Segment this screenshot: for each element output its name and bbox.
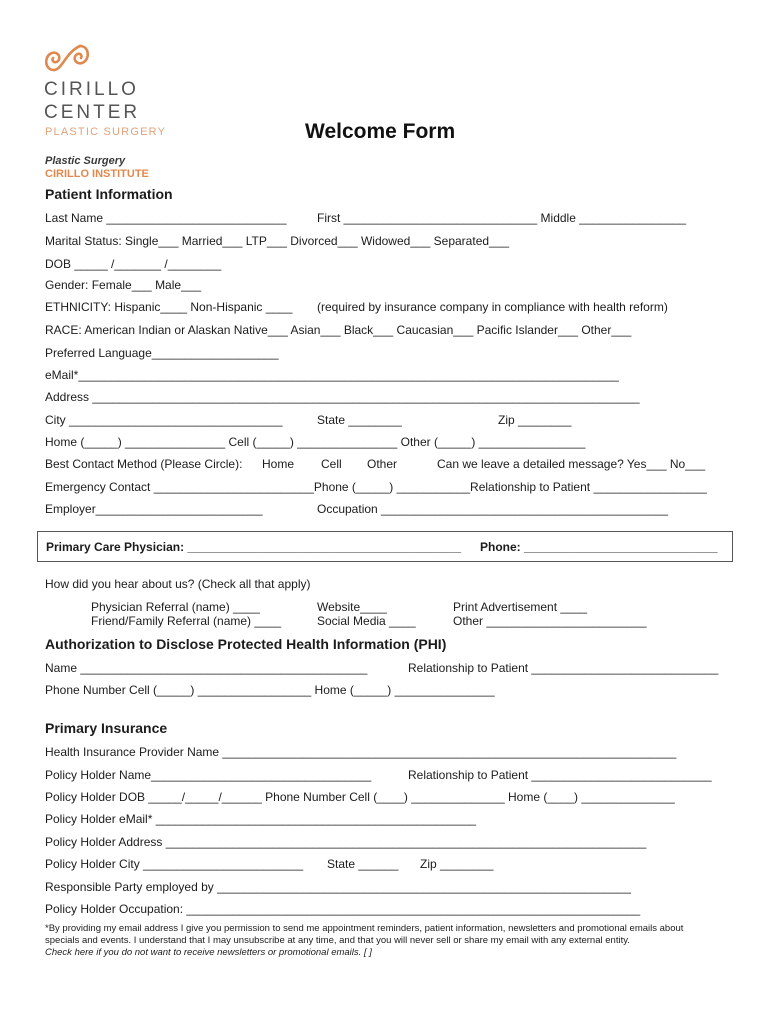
last-name-field[interactable]: Last Name ___________________________ — [45, 211, 287, 225]
cirillo-spiral-logo-icon — [42, 42, 92, 74]
policy-holder-dob-phone-field[interactable]: Policy Holder DOB _____/_____/______ Phone Number Cell (____) ______________ Home (____) ______________ — [45, 790, 675, 804]
section-patient-information: Patient Information — [45, 186, 173, 202]
emergency-contact-field[interactable]: Emergency Contact ________________________Phone (_____) ___________Relationship to Patient _________________ — [45, 480, 707, 494]
address-field[interactable]: Address __________________________________________________________________________________ — [45, 390, 640, 404]
employer-field[interactable]: Employer_________________________ — [45, 502, 263, 516]
city-field[interactable]: City ________________________________ — [45, 413, 283, 427]
primary-care-physician-field[interactable]: Primary Care Physician: _________________________________________ — [46, 540, 462, 554]
ethnicity-field[interactable]: ETHNICITY: Hispanic____ Non-Hispanic ____ — [45, 300, 293, 314]
policy-holder-occupation-field[interactable]: Policy Holder Occupation: ____________________________________________________________________ — [45, 902, 641, 916]
logo-text-cirillo: CIRILLO — [44, 79, 139, 100]
phi-phone-field[interactable]: Phone Number Cell (_____) _________________ Home (_____) _______________ — [45, 683, 495, 697]
brand-sub-plastic-surgery: Plastic Surgery — [45, 155, 126, 167]
referral-other-option[interactable]: Other ________________________ — [453, 614, 647, 628]
phi-name-field[interactable]: Name ___________________________________________ — [45, 661, 368, 675]
logo-text-plastic-surgery: PLASTIC SURGERY — [45, 126, 167, 138]
contact-option-other[interactable]: Other — [367, 457, 398, 471]
occupation-field[interactable]: Occupation ___________________________________________ — [317, 502, 669, 516]
ethnicity-note: (required by insurance company in compliance with health reform) — [317, 300, 668, 314]
page-title: Welcome Form — [305, 120, 456, 143]
dob-field[interactable]: DOB _____ /_______ /________ — [45, 257, 222, 271]
referral-friend-option[interactable]: Friend/Family Referral (name) ____ — [91, 614, 282, 628]
policy-holder-name-field[interactable]: Policy Holder Name_________________________________ — [45, 768, 372, 782]
policy-holder-zip-field[interactable]: Zip ________ — [420, 857, 494, 871]
policy-holder-relationship-field[interactable]: Relationship to Patient ___________________________ — [408, 768, 712, 782]
referral-physician-option[interactable]: Physician Referral (name) ____ — [91, 600, 260, 614]
contact-option-cell[interactable]: Cell — [321, 457, 342, 471]
gender-field[interactable]: Gender: Female___ Male___ — [45, 278, 202, 292]
brand-sub-cirillo-institute: CIRILLO INSTITUTE — [45, 168, 149, 180]
race-field[interactable]: RACE: American Indian or Alaskan Native___ Asian___ Black___ Caucasian___ Pacific Islander___ Other___ — [45, 323, 632, 337]
first-middle-name-field[interactable]: First _____________________________ Middle ________________ — [317, 211, 686, 225]
logo-text-center: CENTER — [44, 102, 141, 123]
referral-question: How did you hear about us? (Check all that apply) — [45, 577, 311, 591]
contact-option-home[interactable]: Home — [262, 457, 295, 471]
state-field[interactable]: State ________ — [317, 413, 402, 427]
policy-holder-city-field[interactable]: Policy Holder City ________________________ — [45, 857, 304, 871]
primary-care-physician-phone-field[interactable]: Phone: _____________________________ — [480, 540, 718, 554]
section-primary-insurance: Primary Insurance — [45, 720, 168, 736]
preferred-language-field[interactable]: Preferred Language___________________ — [45, 346, 279, 360]
policy-holder-email-field[interactable]: Policy Holder eMail* ________________________________________________ — [45, 812, 477, 826]
policy-holder-state-field[interactable]: State ______ — [327, 857, 399, 871]
section-phi-authorization: Authorization to Disclose Protected Health Information (PHI) — [45, 636, 447, 652]
policy-holder-address-field[interactable]: Policy Holder Address ________________________________________________________________________ — [45, 835, 647, 849]
referral-print-option[interactable]: Print Advertisement ____ — [453, 600, 588, 614]
zip-field[interactable]: Zip ________ — [498, 413, 572, 427]
insurance-provider-field[interactable]: Health Insurance Provider Name ____________________________________________________________________ — [45, 745, 677, 759]
newsletter-optout-checkbox[interactable]: Check here if you do not want to receive newsletters or promotional emails. [ ] — [45, 947, 372, 958]
responsible-party-field[interactable]: Responsible Party employed by ______________________________________________________________ — [45, 880, 631, 894]
detailed-message-field[interactable]: Can we leave a detailed message? Yes___ No___ — [437, 457, 706, 471]
marital-status-field[interactable]: Marital Status: Single___ Married___ LTP___ Divorced___ Widowed___ Separated___ — [45, 234, 510, 248]
referral-website-option[interactable]: Website____ — [317, 600, 387, 614]
referral-social-option[interactable]: Social Media ____ — [317, 614, 416, 628]
email-consent-text-2: specials and events. I understand that I may unsubscribe at any time, and that you will never sell or share my email with any external entity. — [45, 935, 630, 946]
phi-relationship-field[interactable]: Relationship to Patient ____________________________ — [408, 661, 719, 675]
email-field[interactable]: eMail*_________________________________________________________________________________ — [45, 368, 619, 382]
email-consent-text-1: *By providing my email address I give you permission to send me appointment reminders, patient information, newsletters and promotional emails about — [45, 923, 684, 934]
phone-numbers-field[interactable]: Home (_____) _______________ Cell (_____) _______________ Other (_____) ________________ — [45, 435, 586, 449]
contact-method-label: Best Contact Method (Please Circle): — [45, 457, 243, 471]
